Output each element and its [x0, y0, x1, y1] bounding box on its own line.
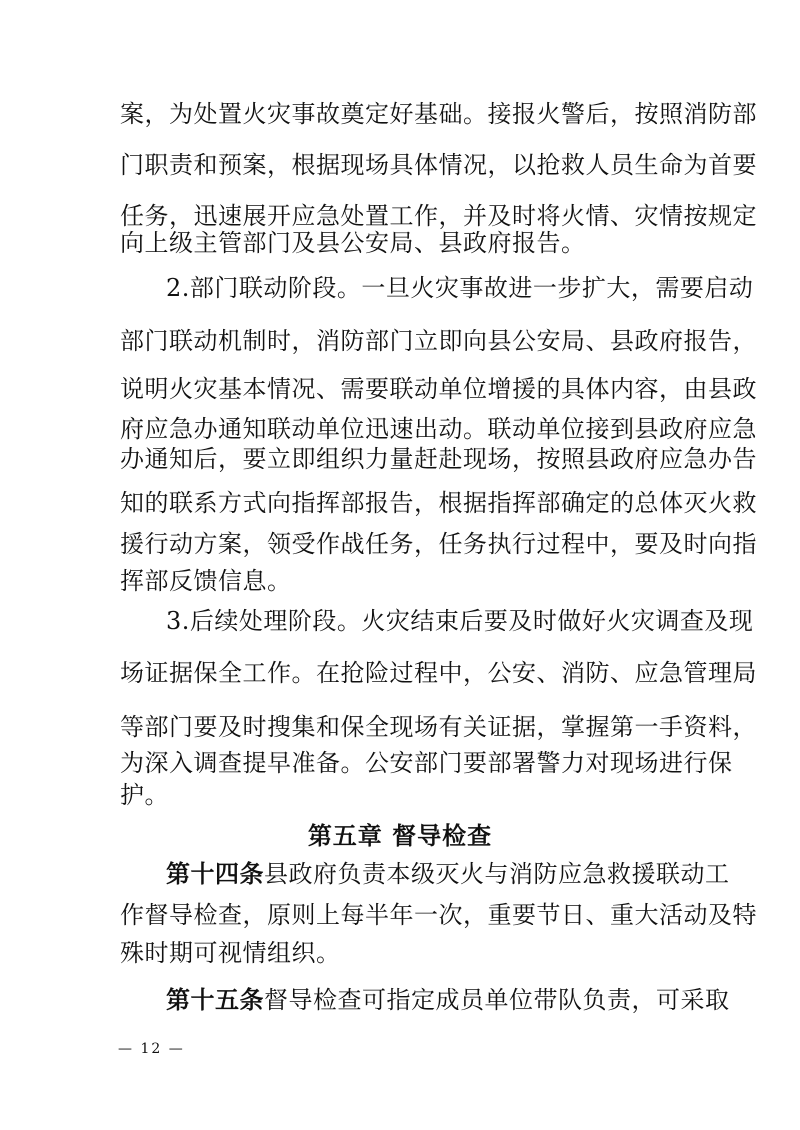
- article-15-text: 督导检查可指定成员单位带队负责，可采取: [264, 986, 730, 1014]
- body-text-line: 作督导检查，原则上每半年一次，重要节日、重大活动及特: [120, 901, 757, 929]
- body-text-line: 办通知后，要立即组织力量赶赴现场，按照县政府应急办告: [120, 445, 757, 473]
- body-text-line: 等部门要及时搜集和保全现场有关证据，掌握第一手资料，: [120, 713, 757, 741]
- body-text-line: 任务，迅速展开应急处置工作，并及时将火情、灾情按规定: [120, 202, 757, 230]
- article-14-first-line: [166, 857, 730, 891]
- article-15-first-line: [166, 983, 730, 1017]
- page-number: — 12 —: [118, 1041, 185, 1057]
- article-14-label: 第十四条: [166, 860, 264, 888]
- body-text-line: 为深入调查提早准备。公安部门要部署警力对现场进行保: [120, 749, 733, 777]
- article-14-text: 县政府负责本级灭火与消防应急救援联动工: [264, 860, 730, 888]
- body-text-line: 援行动方案，领受作战任务，任务执行过程中，要及时向指: [120, 530, 757, 558]
- body-text-line: 说明火灾基本情况、需要联动单位增援的具体内容，由县政: [120, 375, 757, 403]
- body-text-line: 部门联动机制时，消防部门立即向县公安局、县政府报告，: [120, 327, 757, 355]
- body-text-line: 知的联系方式向指挥部报告，根据指挥部确定的总体灭火救: [120, 489, 757, 517]
- body-text-line: 场证据保全工作。在抢险过程中，公安、消防、应急管理局: [120, 659, 757, 687]
- body-text-line: 3.后续处理阶段。火灾结束后要及时做好火灾调查及现: [166, 607, 754, 635]
- body-text-line: 案，为处置火灾事故奠定好基础。接报火警后，按照消防部: [120, 100, 757, 128]
- body-text-line: 挥部反馈信息。: [120, 567, 292, 595]
- body-text-line: 2.部门联动阶段。一旦火灾事故进一步扩大，需要启动: [166, 274, 754, 302]
- article-15-label: 第十五条: [166, 986, 264, 1014]
- body-text-line: 殊时期可视情组织。: [120, 939, 341, 967]
- body-text-line: 向上级主管部门及县公安局、县政府报告。: [120, 229, 586, 257]
- body-text-line: 护。: [120, 781, 169, 809]
- body-text-line: 门职责和预案，根据现场具体情况，以抢救人员生命为首要: [120, 151, 757, 179]
- chapter-title: 第五章 督导检查: [307, 822, 493, 850]
- body-text-line: 府应急办通知联动单位迅速出动。联动单位接到县政府应急: [120, 415, 757, 443]
